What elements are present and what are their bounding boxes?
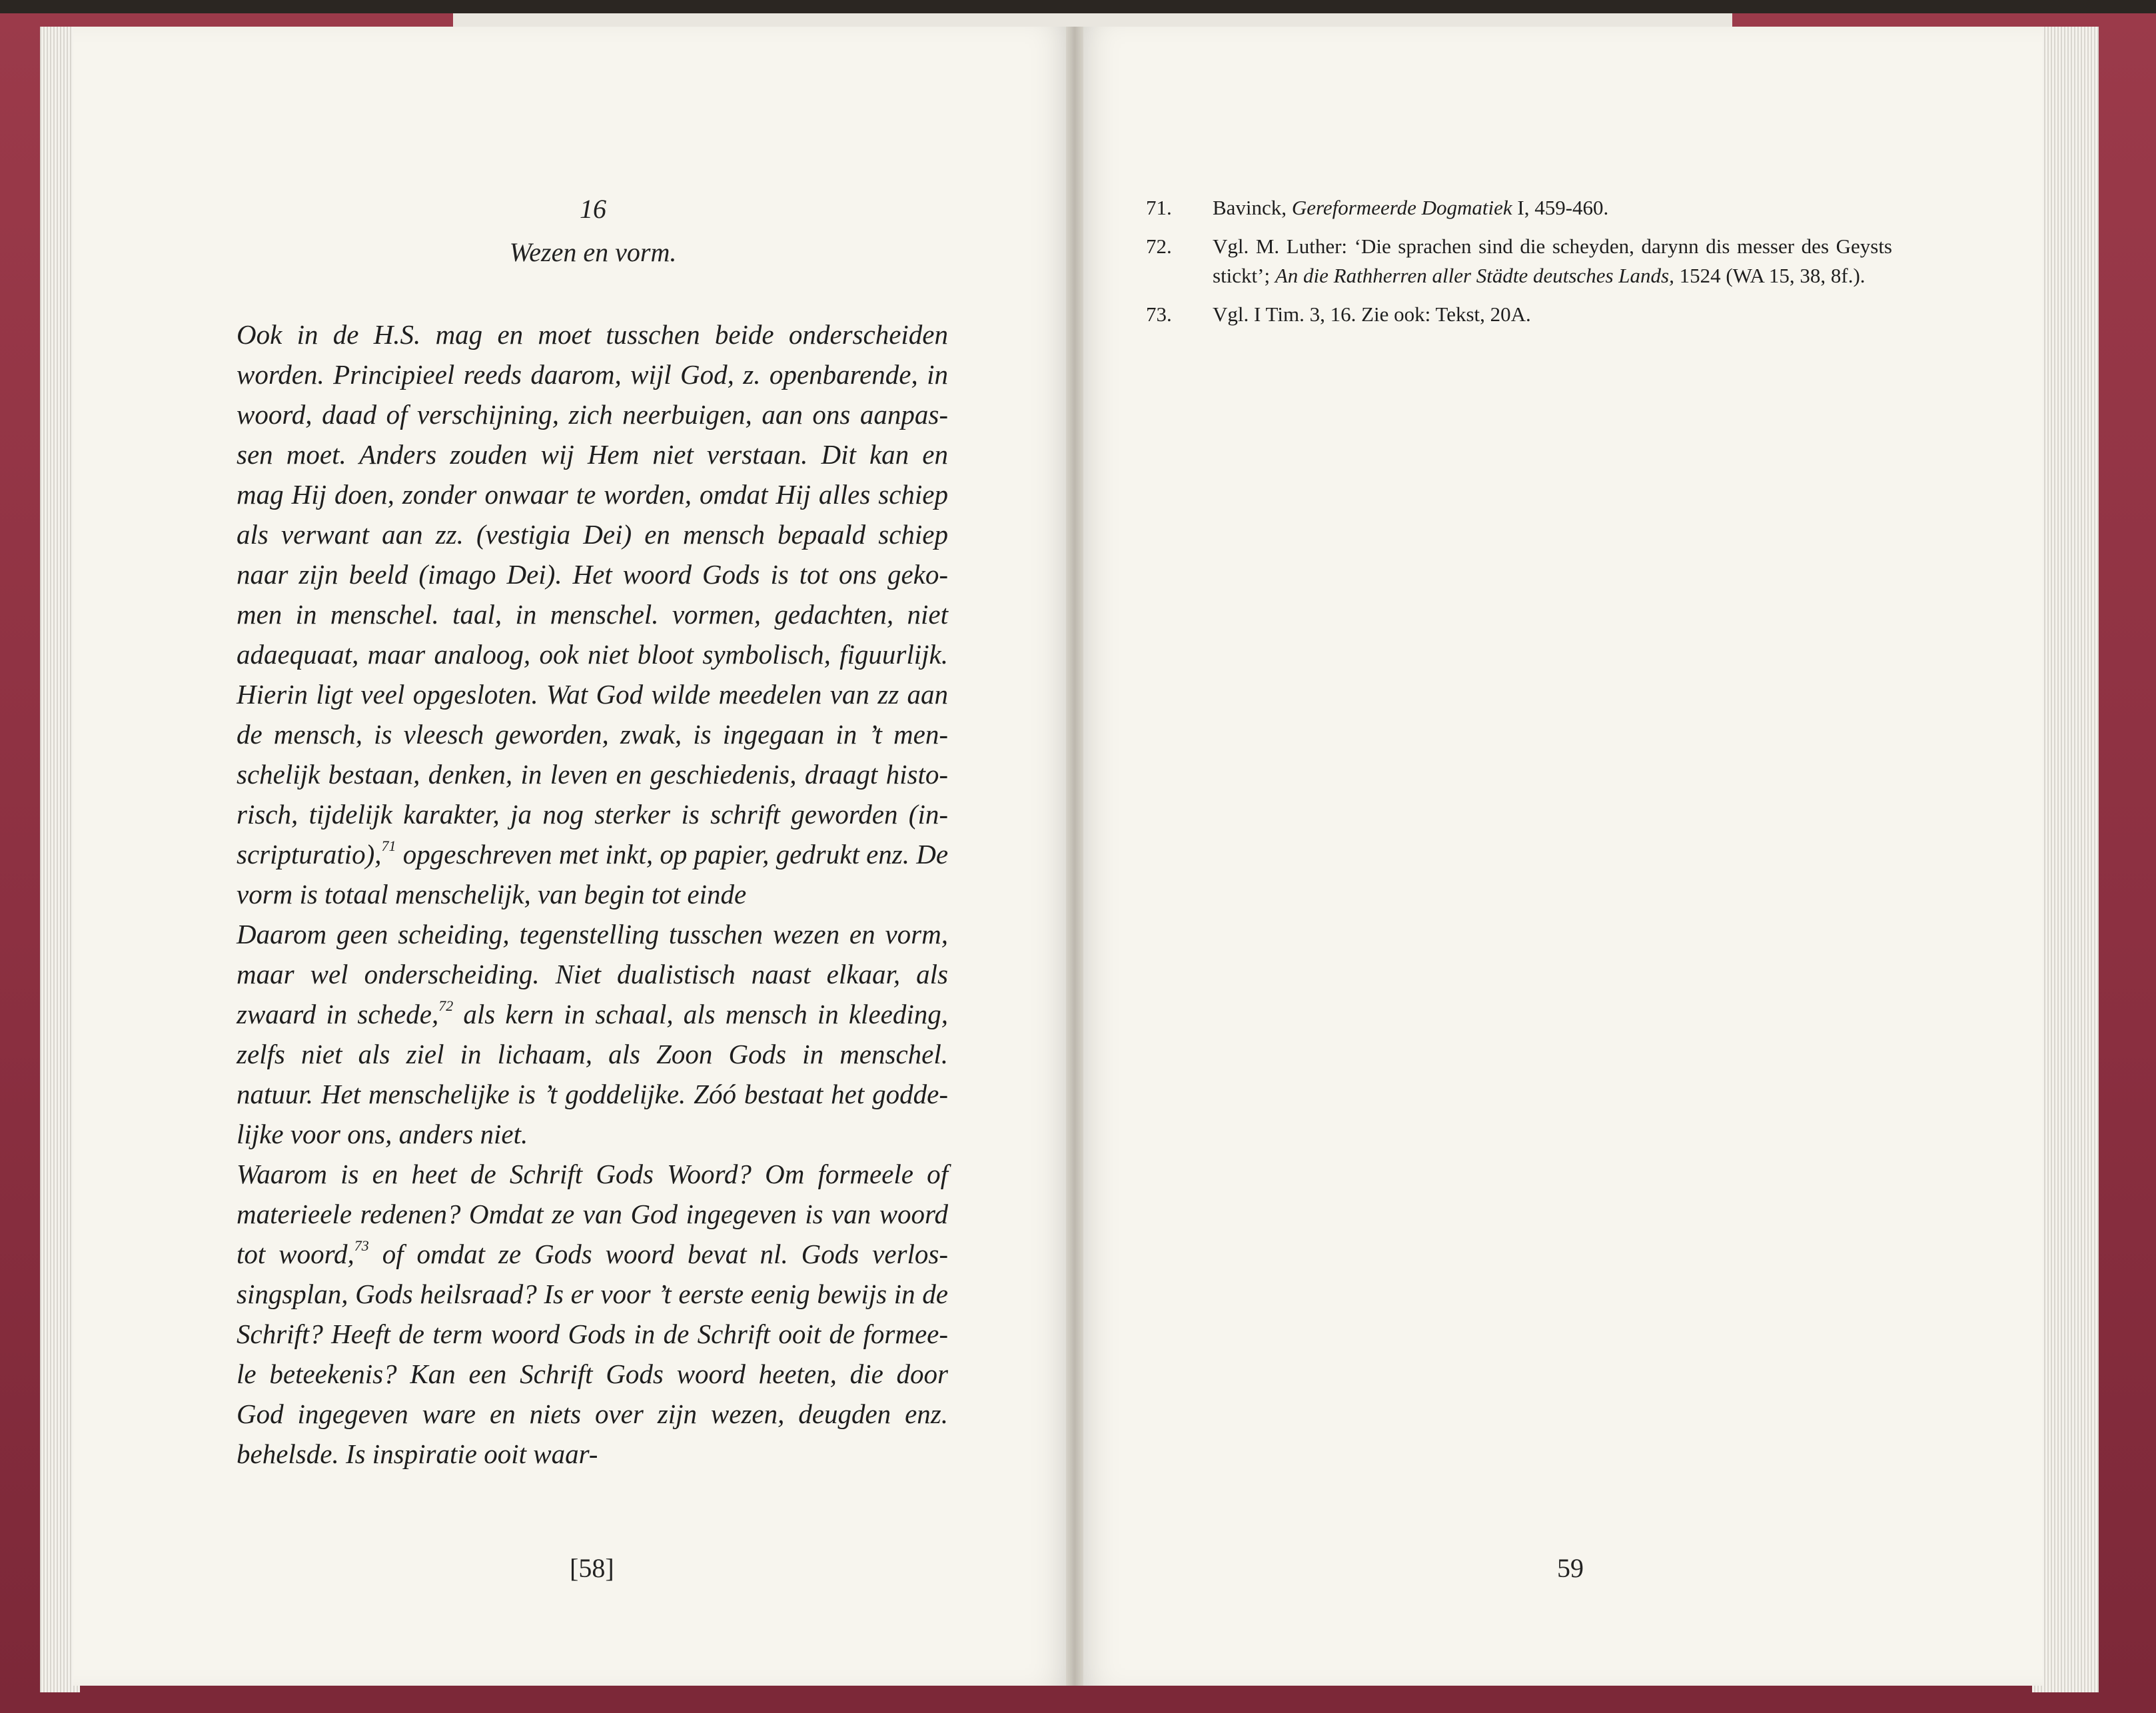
bleed-through-right xyxy=(1213,267,1932,1266)
body-line-text: le beteekenis? Kan een Schrift Gods woord heeten, die door xyxy=(237,1359,948,1389)
body-line-text: zelfs niet als ziel in lichaam, als Zoon Gods in menschel. xyxy=(237,1039,948,1069)
footnote-number: 71. xyxy=(1146,196,1172,219)
body-line xyxy=(237,674,948,714)
footnote-text-part: I, 459-460. xyxy=(1512,196,1609,219)
body-text xyxy=(237,314,948,1474)
body-line-text: Hierin ligt veel opgesloten. Wat God wilde meedelen van zz aan xyxy=(237,679,948,710)
body-line xyxy=(237,1114,948,1154)
body-line xyxy=(237,634,948,674)
body-line xyxy=(237,554,948,594)
footnote-title: Gereformeerde Dogmatiek xyxy=(1291,196,1512,219)
body-line-text: scripturatio), xyxy=(237,839,382,869)
book-gutter xyxy=(1066,27,1083,1686)
body-line xyxy=(237,514,948,554)
body-line xyxy=(237,1354,948,1394)
body-line xyxy=(237,834,948,874)
body-line xyxy=(237,754,948,794)
body-line-text: zwaard in schede, xyxy=(237,999,439,1029)
footnote-marker: 73 xyxy=(354,1237,369,1255)
body-line xyxy=(237,794,948,834)
body-line-text: Waarom is en heet de Schrift Gods Woord? Om formeele of xyxy=(237,1159,948,1189)
body-line-text: schelijk bestaan, denken, in leven en geschiedenis, draagt histo- xyxy=(237,759,948,790)
page-number-right: 59 xyxy=(1557,1553,1584,1583)
body-line-text: God ingegeven ware en niets over zijn wezen, deugden enz. xyxy=(237,1399,948,1429)
body-line-text: als kern in schaal, als mensch in kleeding, xyxy=(453,999,948,1029)
body-line xyxy=(237,1074,948,1114)
footnote xyxy=(1146,193,1892,223)
body-line xyxy=(237,714,948,754)
body-line-text: lijke voor ons, anders niet. xyxy=(237,1119,528,1149)
body-line xyxy=(237,434,948,474)
body-line-text: behelsde. Is inspiratie ooit waar- xyxy=(237,1438,598,1469)
footnote-text-part: Vgl. M. Luther: ‘Die sprachen sind die scheyden, darynn dis messer des Geysts stickt’; xyxy=(1213,235,1892,287)
footnote-marker: 71 xyxy=(381,838,396,855)
body-line xyxy=(237,1194,948,1234)
body-line xyxy=(237,474,948,514)
body-line-text: Ook in de H.S. mag en moet tusschen beide onderscheiden xyxy=(237,319,948,350)
footnote-text-part: Bavinck, xyxy=(1213,196,1292,219)
footnote xyxy=(1146,300,1892,329)
body-line-text: of omdat ze Gods woord bevat nl. Gods verlos- xyxy=(368,1239,948,1269)
body-line-text: maar wel onderscheiding. Niet dualistisch naast elkaar, als xyxy=(237,959,948,989)
chapter-title: Wezen en vorm. xyxy=(509,237,677,267)
footnotes xyxy=(1146,193,1892,338)
body-line-text: adaequaat, maar analoog, ook niet bloot symbolisch, figuurlijk. xyxy=(237,639,948,670)
body-line-text: men in menschel. taal, in menschel. vormen, gedachten, niet xyxy=(237,599,948,630)
footnote xyxy=(1146,232,1892,290)
body-line-text: natuur. Het menschelijke is ’t goddelijke. Zóó bestaat het godde- xyxy=(237,1079,948,1109)
body-line xyxy=(237,314,948,354)
footnote-number: 73. xyxy=(1146,302,1172,326)
body-line xyxy=(237,594,948,634)
body-line-text: de mensch, is vleesch geworden, zwak, is ingegaan in ’t men- xyxy=(237,719,948,750)
body-line-text: opgeschreven met inkt, op papier, gedrukt enz. De xyxy=(396,839,949,869)
body-line-text: worden. Principieel reeds daarom, wijl God, z. openbarende, in xyxy=(237,359,948,390)
footnote-number: 72. xyxy=(1146,235,1172,258)
chapter-number: 16 xyxy=(580,194,606,224)
body-line-text: risch, tijdelijk karakter, ja nog sterker is schrift geworden (in- xyxy=(237,799,948,830)
body-line xyxy=(237,1034,948,1074)
footnote-text-part: 1524 (WA 15, 38, 8f.). xyxy=(1674,264,1866,287)
body-line xyxy=(237,1154,948,1194)
body-line-text: sen moet. Anders zouden wij Hem niet verstaan. Dit kan en xyxy=(237,439,948,470)
body-line-text: vorm is totaal menschelijk, van begin tot einde xyxy=(237,879,747,909)
body-line-text: woord, daad of verschijning, zich neerbuigen, aan ons aanpas- xyxy=(237,399,948,430)
body-line xyxy=(237,1394,948,1434)
footnote-text xyxy=(1213,193,1892,223)
body-line xyxy=(237,914,948,954)
body-line xyxy=(237,954,948,994)
footnote-title: An die Rathherren aller Städte deutsches Lands, xyxy=(1275,264,1674,287)
body-line-text: tot woord, xyxy=(237,1239,354,1269)
body-line xyxy=(237,394,948,434)
footnote-text xyxy=(1213,232,1892,290)
body-line-text: materieele redenen? Omdat ze van God ingegeven is van woord xyxy=(237,1199,948,1229)
body-line xyxy=(237,994,948,1034)
body-line xyxy=(237,1314,948,1354)
body-line xyxy=(237,874,948,914)
body-line-text: naar zijn beeld (imago Dei). Het woord Gods is tot ons geko- xyxy=(237,559,948,590)
footnote-marker: 72 xyxy=(438,997,454,1015)
page-number-left: [58] xyxy=(570,1553,614,1583)
body-line-text: Daarom geen scheiding, tegenstelling tusschen wezen en vorm, xyxy=(237,919,948,949)
body-line-text: singsplan, Gods heilsraad? Is er voor ’t eerste eenig bewijs in de xyxy=(237,1279,948,1309)
body-line xyxy=(237,1434,948,1474)
footnote-text-part: Vgl. I Tim. 3, 16. Zie ook: Tekst, 20A. xyxy=(1213,302,1531,326)
body-line xyxy=(237,1234,948,1274)
body-line xyxy=(237,354,948,394)
body-line-text: Schrift? Heeft de term woord Gods in de Schrift ooit de formee- xyxy=(237,1319,948,1349)
body-line xyxy=(237,1274,948,1314)
body-line-text: mag Hij doen, zonder onwaar te worden, omdat Hij alles schiep xyxy=(237,479,948,510)
footnote-text xyxy=(1213,300,1892,329)
body-line-text: als verwant aan zz. (vestigia Dei) en mensch bepaald schiep xyxy=(237,519,948,550)
